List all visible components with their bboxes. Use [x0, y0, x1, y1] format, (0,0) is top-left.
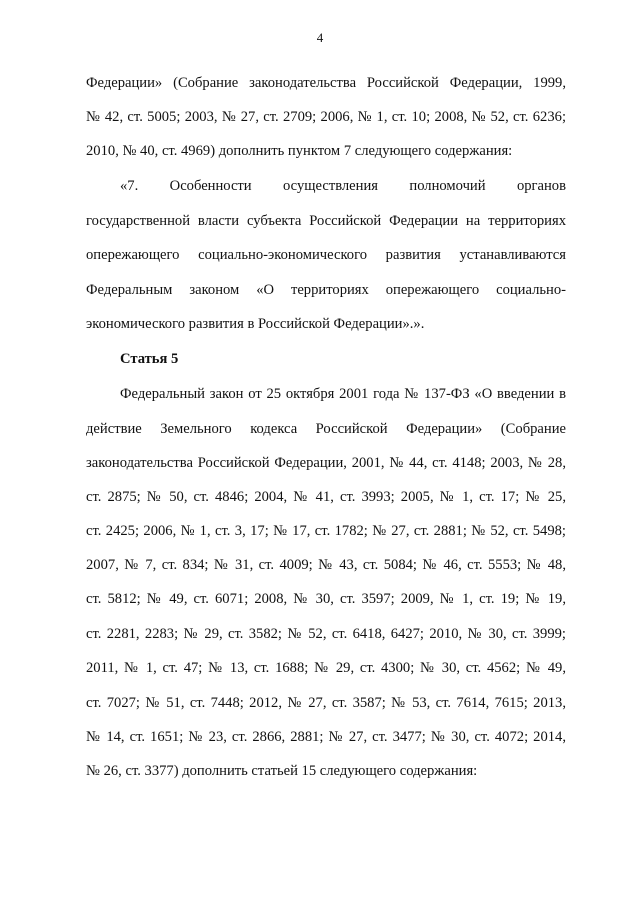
- text-line: Федерации» (Собрание законодательства Российской Федерации, 1999,: [86, 75, 566, 91]
- text-line: ст. 2425; 2006, № 1, ст. 3, 17; № 17, ст. 1782; № 27, ст. 2881; № 52, ст. 5498;: [86, 523, 566, 539]
- text-line: ст. 2875; № 50, ст. 4846; 2004, № 41, ст. 3993; 2005, № 1, ст. 17; № 25,: [86, 489, 566, 505]
- text-line: ст. 5812; № 49, ст. 6071; 2008, № 30, ст. 3597; 2009, № 1, ст. 19; № 19,: [86, 591, 566, 607]
- text-line: 2011, № 1, ст. 47; № 13, ст. 1688; № 29, ст. 4300; № 30, ст. 4562; № 49,: [86, 660, 566, 676]
- text-line: законодательства Российской Федерации, 2001, № 44, ст. 4148; 2003, № 28,: [86, 455, 566, 471]
- text-line: 2010, № 40, ст. 4969) дополнить пунктом 7 следующего содержания:: [86, 143, 513, 159]
- text-line: экономического развития в Российской Федерации».».: [86, 316, 425, 332]
- text-line: № 42, ст. 5005; 2003, № 27, ст. 2709; 2006, № 1, ст. 10; 2008, № 52, ст. 6236;: [86, 109, 566, 125]
- text-line: «7. Особенности осуществления полномочий органов: [120, 178, 566, 194]
- page-number: 4: [316, 30, 324, 45]
- article-heading: Статья 5: [120, 351, 179, 367]
- text-line: государственной власти субъекта Российской Федерации на территориях: [86, 213, 566, 229]
- text-line: Федеральным законом «О территориях опережающего социально-: [86, 282, 566, 298]
- text-line: ст. 2281, 2283; № 29, ст. 3582; № 52, ст. 6418, 6427; 2010, № 30, ст. 3999;: [86, 626, 566, 642]
- text-line: № 14, ст. 1651; № 23, ст. 2866, 2881; № 27, ст. 3477; № 30, ст. 4072; 2014,: [86, 729, 566, 745]
- text-line: 2007, № 7, ст. 834; № 31, ст. 4009; № 43, ст. 5084; № 46, ст. 5553; № 48,: [86, 557, 566, 573]
- text-line: Федеральный закон от 25 октября 2001 года № 137-ФЗ «О введении в: [120, 386, 566, 402]
- text-line: действие Земельного кодекса Российской Федерации» (Собрание: [86, 421, 566, 437]
- text-line: ст. 7027; № 51, ст. 7448; 2012, № 27, ст. 3587; № 53, ст. 7614, 7615; 2013,: [86, 695, 566, 711]
- text-line: опережающего социально-экономического развития устанавливаются: [86, 247, 566, 263]
- text-line: № 26, ст. 3377) дополнить статьей 15 следующего содержания:: [86, 763, 478, 779]
